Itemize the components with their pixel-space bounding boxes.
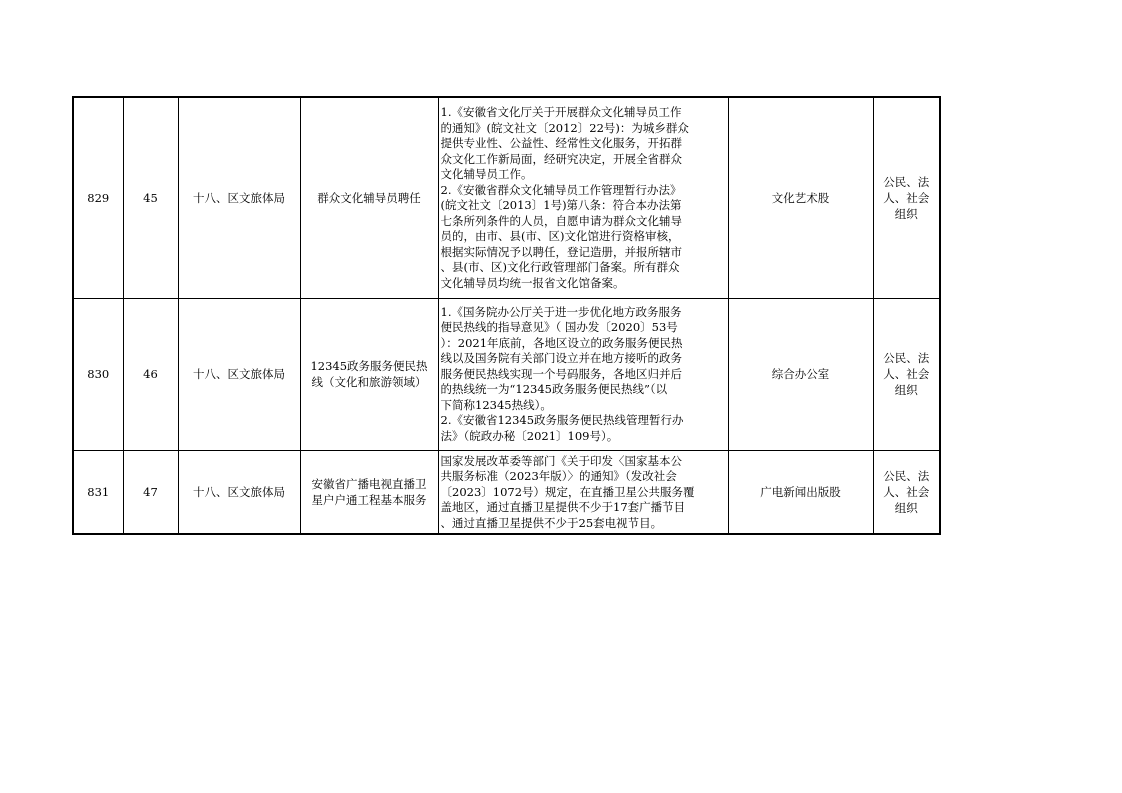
item-name-cell — [300, 298, 438, 450]
seq-cell: 831 — [73, 450, 123, 534]
office-cell: 综合办公室 — [728, 298, 873, 450]
target-line: 公民、法 — [883, 468, 930, 483]
sub-seq-cell: 45 — [123, 97, 178, 298]
target-line: 组织 — [894, 383, 918, 397]
sub-seq-cell: 46 — [123, 298, 178, 450]
department-cell: 十八、区文旅体局 — [178, 298, 300, 450]
basis-line: 员的，由市、县(市、区)文化馆进行资格审核， — [440, 229, 680, 244]
basis-line: 法》（皖政办秘〔2021〕109号）。 — [440, 428, 619, 443]
basis-line: 2.《安徽省12345政务服务便民热线管理暂行办 — [440, 413, 684, 428]
department-cell: 十八、区文旅体局 — [178, 450, 300, 534]
service-items-table — [72, 96, 941, 535]
basis-line: 文化辅导员均统一报省文化馆备案。 — [440, 275, 625, 290]
basis-line: 2.《安徽省群众文化辅导员工作管理暂行办法》 — [440, 182, 682, 197]
basis-line: 共服务标准（2023年版）〉的通知》（发改社会 — [440, 469, 677, 483]
basis-cell — [438, 298, 728, 450]
target-cell — [873, 97, 940, 298]
basis-line: 、通过直播卫星提供不少于25套电视节目。 — [440, 515, 663, 530]
basis-line: 〔2023〕1072号）规定，在直播卫星公共服务覆 — [440, 484, 695, 499]
basis-line: 根据实际情况予以聘任，登记造册，并报所辖市 — [440, 244, 682, 259]
basis-line: 的通知》(皖文社文〔2012〕22号)：为城乡群众 — [440, 120, 689, 135]
department-cell: 十八、区文旅体局 — [178, 97, 300, 298]
target-line: 组织 — [894, 500, 918, 515]
item-name-cell — [300, 450, 438, 534]
seq-cell: 830 — [73, 298, 123, 450]
basis-line: 提供专业性、公益性、经常性文化服务，开拓群 — [440, 136, 682, 151]
table-row — [73, 97, 940, 298]
basis-line: 国家发展改革委等部门《关于印发〈国家基本公 — [440, 453, 682, 468]
basis-line: 盖地区，通过直播卫星提供不少于17套广播节目 — [440, 500, 686, 514]
sub-seq-cell: 47 — [123, 450, 178, 534]
basis-line: 便民热线的指导意见》（ 国办发〔2020〕53号 — [440, 320, 678, 335]
target-cell — [873, 450, 940, 534]
basis-line: 1.《安徽省文化厅关于开展群众文化辅导员工作 — [440, 105, 682, 120]
basis-line: 众文化工作新局面，经研究决定，开展全省群众 — [440, 151, 682, 166]
item-name-line: 线（文化和旅游领域） — [311, 375, 427, 389]
basis-line: 线以及国务院有关部门设立并在地方接听的政务 — [440, 351, 682, 366]
target-line: 人、社会 — [883, 367, 930, 381]
target-line: 组织 — [894, 206, 918, 221]
basis-line: 七条所列条件的人员，自愿申请为群众文化辅导 — [440, 213, 682, 228]
target-cell — [873, 298, 940, 450]
table-row — [73, 298, 940, 450]
basis-cell — [438, 450, 728, 534]
target-line: 公民、法 — [883, 174, 930, 189]
item-name-line: 12345政务服务便民热 — [310, 359, 428, 373]
table-row — [73, 450, 940, 534]
target-line: 人、社会 — [883, 484, 930, 499]
office-cell: 文化艺术股 — [728, 97, 873, 298]
target-line: 人、社会 — [883, 190, 930, 205]
target-line: 公民、法 — [883, 351, 930, 365]
seq-cell: 829 — [73, 97, 123, 298]
office-cell: 广电新闻出版股 — [728, 450, 873, 534]
basis-cell — [438, 97, 728, 298]
basis-line: (皖文社文〔2013〕1号)第八条：符合本办法第 — [440, 198, 682, 213]
basis-line: 服务便民热线实现一个号码服务，各地区归并后 — [440, 366, 682, 381]
basis-line: ）：2021年底前，各地区设立的政务服务便民热 — [440, 335, 683, 350]
basis-line: 文化辅导员工作。 — [440, 167, 533, 182]
basis-line: 下简称12345热线）。 — [440, 397, 552, 412]
basis-line: 、县(市、区)文化行政管理部门备案。所有群众 — [440, 260, 680, 275]
item-name-line: 安徽省广播电视直播卫 — [311, 476, 427, 491]
basis-line: 的热线统一为“12345政务服务便民热线”（以 — [440, 382, 668, 397]
basis-line: 1.《国务院办公厅关于进一步优化地方政务服务 — [440, 304, 682, 319]
item-name-cell: 群众文化辅导员聘任 — [300, 97, 438, 298]
item-name-line: 星户户通工程基本服务 — [311, 492, 427, 507]
